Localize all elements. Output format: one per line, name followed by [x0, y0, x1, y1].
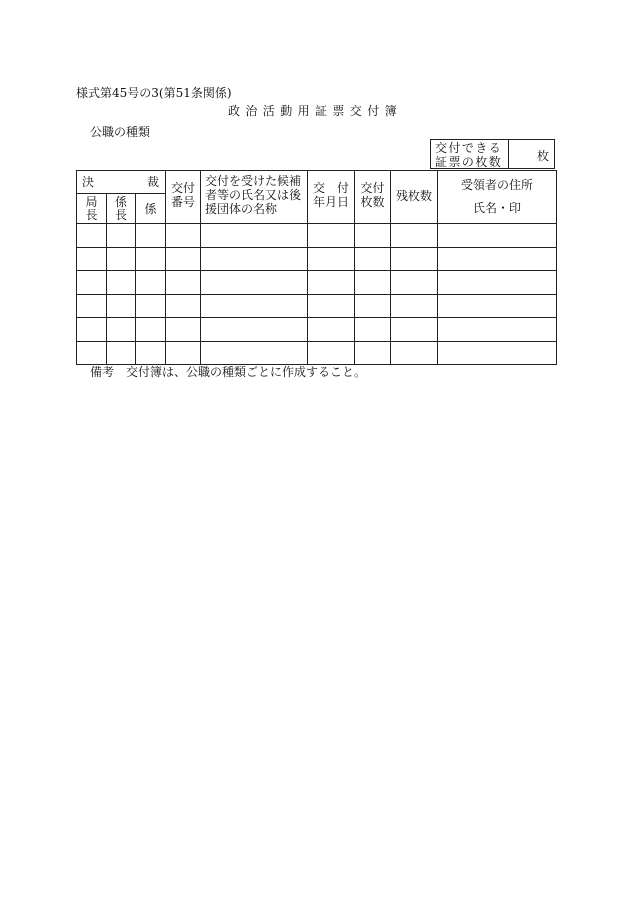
issue-number-cell[interactable]: [166, 271, 201, 295]
issue-number-cell[interactable]: [166, 247, 201, 271]
staff-cell[interactable]: [136, 247, 166, 271]
section-chief-cell[interactable]: [107, 341, 136, 365]
bureau-chief-cell[interactable]: [77, 318, 107, 342]
remaining-count-cell[interactable]: [391, 271, 438, 295]
table-row: [77, 271, 557, 295]
remaining-count-header: [391, 171, 438, 224]
issue-number-cell[interactable]: [166, 318, 201, 342]
issue-date-cell[interactable]: [308, 224, 355, 248]
remark-note: 備考 交付簿は、公職の種類ごとに作成すること。: [90, 365, 367, 379]
header-row-1: [77, 171, 557, 194]
staff-cell[interactable]: [136, 294, 166, 318]
staff-cell[interactable]: [136, 224, 166, 248]
issue-number-cell[interactable]: [166, 341, 201, 365]
section-chief-header: [107, 194, 136, 224]
issue-number-line2: 番号: [171, 195, 196, 209]
table-row: [77, 224, 557, 248]
issuable-count-label-line2: 証票の枚数: [435, 155, 503, 169]
issue-date-cell[interactable]: [308, 341, 355, 365]
bureau-chief-line1: 局: [85, 195, 98, 209]
bureau-chief-cell[interactable]: [77, 247, 107, 271]
issue-date-header: [308, 171, 355, 224]
issue-count-cell[interactable]: [355, 224, 391, 248]
recipient-name-line3: 援団体の名称: [205, 202, 278, 216]
staff-cell[interactable]: [136, 271, 166, 295]
approval-header-part1: 決: [82, 175, 95, 189]
table-row: [77, 318, 557, 342]
section-chief-cell[interactable]: [107, 318, 136, 342]
bureau-chief-header: [77, 194, 107, 224]
issuable-count-box: [430, 139, 555, 169]
recipient-name-cell[interactable]: [201, 294, 308, 318]
receiver-cell[interactable]: [438, 271, 557, 295]
issue-date-cell[interactable]: [308, 318, 355, 342]
issuable-count-label: [431, 140, 509, 168]
remaining-count-cell[interactable]: [391, 247, 438, 271]
issue-number-line1: 交付: [171, 181, 196, 195]
issue-date-line1: 交 付: [313, 181, 350, 195]
receiver-cell[interactable]: [438, 224, 557, 248]
approval-header: [77, 171, 166, 194]
bureau-chief-cell[interactable]: [77, 271, 107, 295]
receiver-cell[interactable]: [438, 318, 557, 342]
remaining-count-cell[interactable]: [391, 341, 438, 365]
section-chief-cell[interactable]: [107, 247, 136, 271]
issue-count-cell[interactable]: [355, 294, 391, 318]
issuance-ledger-table: [76, 170, 557, 365]
count-unit: 枚: [536, 149, 549, 163]
approval-header-part2: 裁: [147, 175, 160, 189]
issue-count-cell[interactable]: [355, 247, 391, 271]
table-row: [77, 247, 557, 271]
recipient-name-line2: 者等の氏名又は後: [205, 188, 302, 202]
issuable-count-label-line1: 交付できる: [435, 141, 503, 155]
issue-date-cell[interactable]: [308, 294, 355, 318]
section-chief-line1: 係: [114, 195, 127, 209]
receiver-address-label: 受領者の住所: [461, 178, 534, 192]
recipient-name-line1: 交付を受けた候補: [205, 174, 302, 188]
section-chief-cell[interactable]: [107, 294, 136, 318]
remaining-count-label: 残枚数: [396, 189, 433, 203]
recipient-name-cell[interactable]: [201, 224, 308, 248]
issue-count-cell[interactable]: [355, 271, 391, 295]
form-number: 様式第45号の3(第51条関係): [76, 86, 232, 100]
receiver-header: [438, 171, 557, 224]
staff-cell[interactable]: [136, 318, 166, 342]
issue-number-header: [166, 171, 201, 224]
issue-number-cell[interactable]: [166, 224, 201, 248]
issue-count-header: [355, 171, 391, 224]
staff-label: 係: [144, 202, 157, 216]
issue-date-line2: 年月日: [313, 195, 350, 209]
issuable-count-field[interactable]: [509, 140, 554, 168]
issue-count-line2: 枚数: [360, 195, 385, 209]
issue-count-line1: 交付: [360, 181, 385, 195]
receiver-cell[interactable]: [438, 294, 557, 318]
recipient-name-cell[interactable]: [201, 247, 308, 271]
bureau-chief-cell[interactable]: [77, 224, 107, 248]
bureau-chief-cell[interactable]: [77, 341, 107, 365]
receiver-name-seal-label: 氏名・印: [473, 201, 522, 215]
issue-date-cell[interactable]: [308, 271, 355, 295]
recipient-name-cell[interactable]: [201, 271, 308, 295]
issue-count-cell[interactable]: [355, 341, 391, 365]
recipient-name-cell[interactable]: [201, 318, 308, 342]
remaining-count-cell[interactable]: [391, 294, 438, 318]
form-title: 政治活動用証票交付簿: [228, 104, 403, 118]
recipient-name-header: [201, 171, 308, 224]
remaining-count-cell[interactable]: [391, 224, 438, 248]
staff-cell[interactable]: [136, 341, 166, 365]
section-chief-line2: 長: [114, 208, 127, 222]
table-row: [77, 341, 557, 365]
section-chief-cell[interactable]: [107, 224, 136, 248]
receiver-cell[interactable]: [438, 247, 557, 271]
receiver-cell[interactable]: [438, 341, 557, 365]
table-row: [77, 294, 557, 318]
issue-count-cell[interactable]: [355, 318, 391, 342]
remaining-count-cell[interactable]: [391, 318, 438, 342]
issue-date-cell[interactable]: [308, 247, 355, 271]
bureau-chief-cell[interactable]: [77, 294, 107, 318]
recipient-name-cell[interactable]: [201, 341, 308, 365]
staff-header: [136, 194, 166, 224]
bureau-chief-line2: 長: [85, 208, 98, 222]
issue-number-cell[interactable]: [166, 294, 201, 318]
office-type-label: 公職の種類: [90, 125, 151, 139]
section-chief-cell[interactable]: [107, 271, 136, 295]
